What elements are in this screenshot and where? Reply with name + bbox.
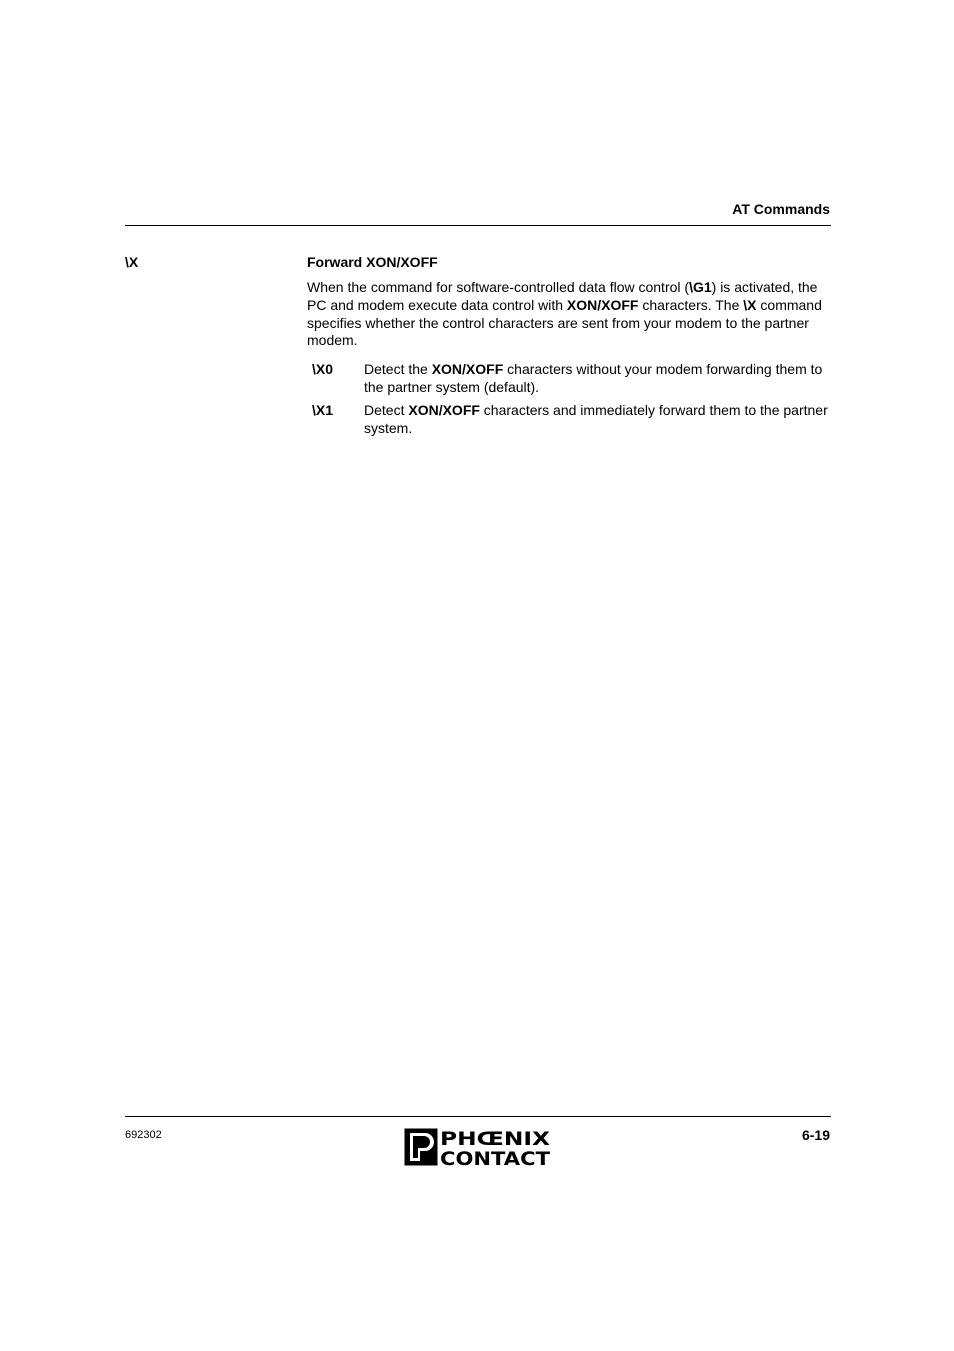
header-rule (125, 225, 831, 226)
option-code: \X1 (312, 402, 334, 418)
command-description: When the command for software-controlled data flow control (\G1) is activated, the PC and modem execute data control with XON/XOFF characters. The \X command specifies whether the control characters are sent from your modem to the partner modem. (307, 279, 822, 349)
logo-text-line2: CONTACT (440, 1148, 551, 1168)
option-code: \X0 (312, 361, 334, 377)
section-header: AT Commands (732, 201, 830, 217)
option-description: Detect the XON/XOFF characters without your modem forwarding them to the partner system (default). (364, 361, 823, 395)
phoenix-contact-logo (404, 1128, 552, 1173)
command-title: Forward XON/XOFF (307, 254, 438, 270)
option-description: Detect XON/XOFF characters and immediately forward them to the partner system. (364, 402, 828, 436)
footer-rule (125, 1116, 831, 1117)
page-number: 6-19 (801, 1127, 830, 1143)
logo-text-line1: PHŒNIX (440, 1128, 551, 1150)
command-code: \X (125, 254, 139, 270)
document-number: 692302 (125, 1129, 162, 1141)
